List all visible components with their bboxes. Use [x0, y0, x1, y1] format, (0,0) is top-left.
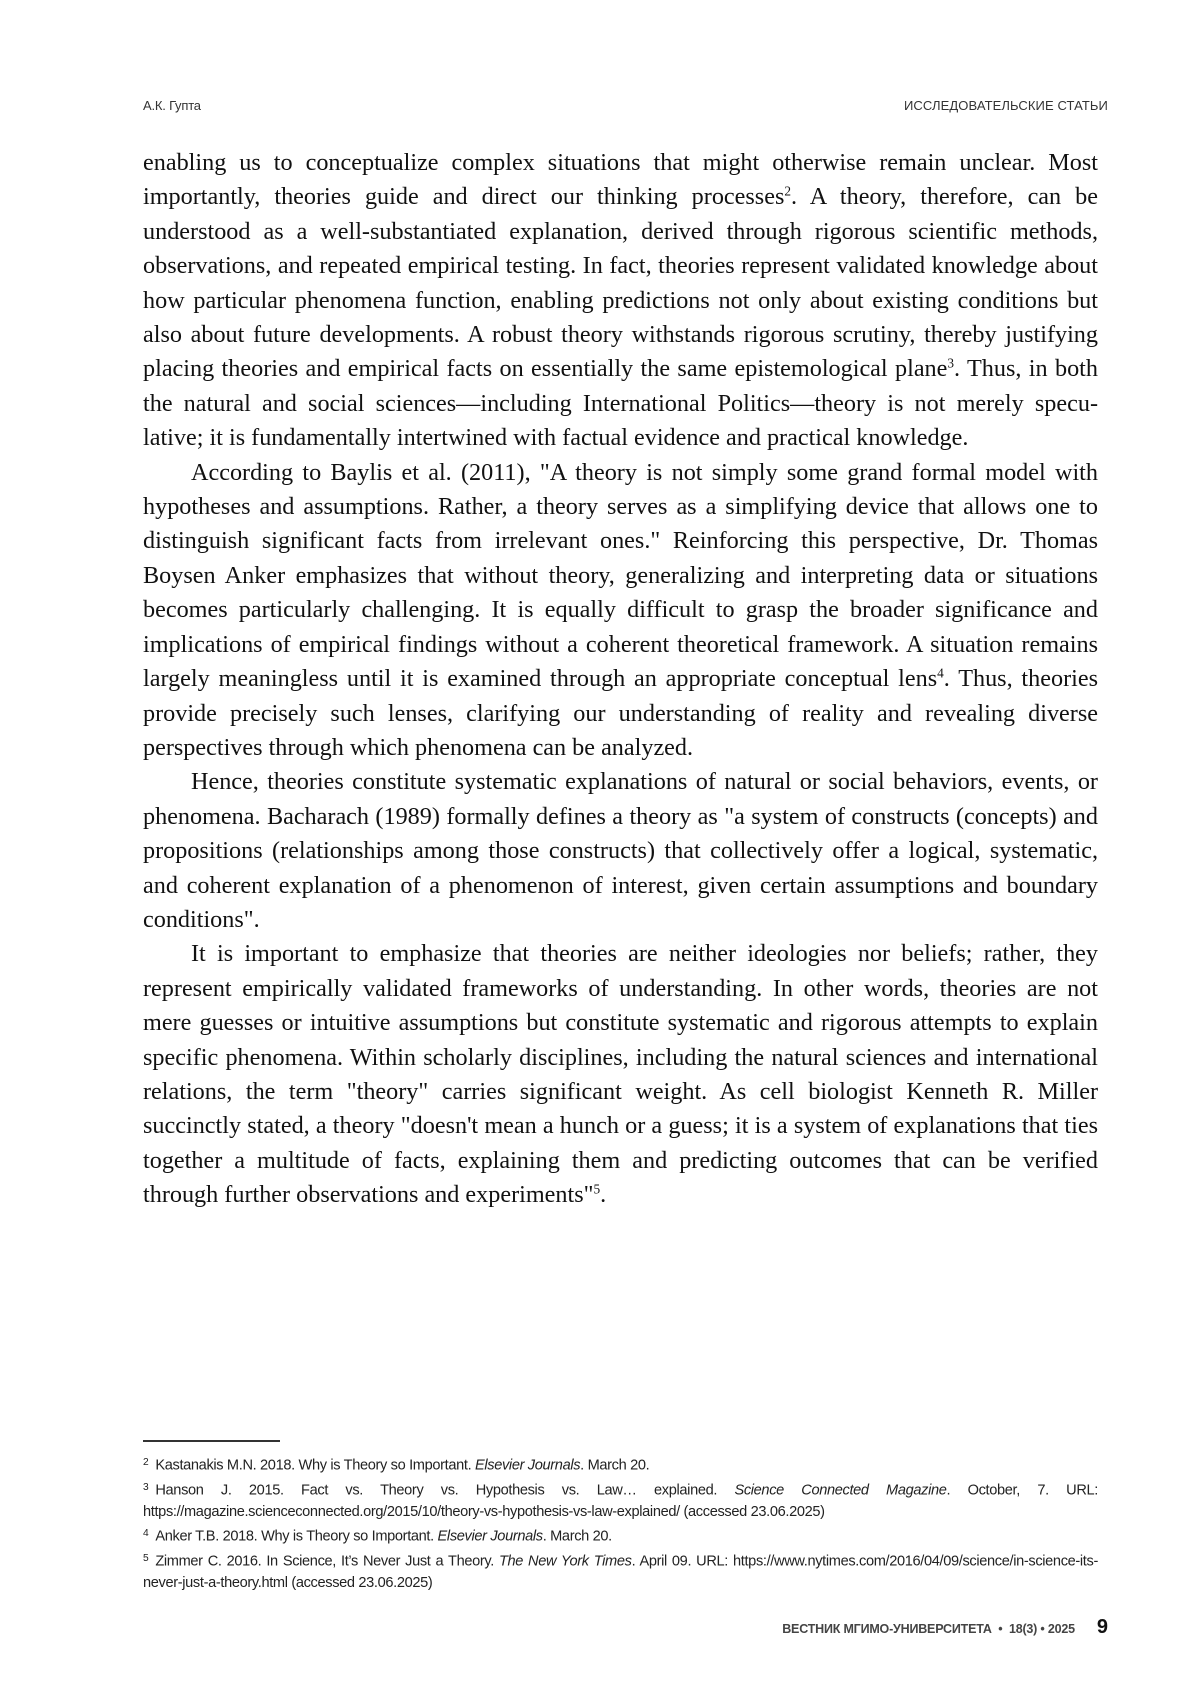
paragraph: According to Baylis et al. (2011), "A theory is not simply some grand formal model with hypotheses and assumptions. Rather, a theory serves as a simplifying device that allows one to distinguish significant facts from irrelevant ones." Reinforcing this perspective, Dr. Thomas Boysen Anker emphasizes that without theory, generalizing and interpreting data or situations becomes particularly challenging. It is equally difficult to grasp the broader significance and implications of empirical findings without a coherent theoretical framework. A situation remains largely meaningless until it is examined through an appropriate conceptual lens$^4$. Thus, theories provide precisely such lenses, clarifying our understanding of reality and revealing diverse perspectives through which phenomena can be analyzed.: [143, 458, 1098, 761]
footnote-number: 2: [143, 1457, 149, 1468]
footnote-link[interactable]: . April 09. URL: https://www.nytimes.com/2016/04/09/science/in-science-its-never-just-a-theory.html (accessed 23.06.2025): [143, 1553, 1098, 1592]
paragraph: It is important to emphasize that theories are neither ideologies nor beliefs; rather, they represent empirically validated frameworks of understanding. In other words, theories are not mere guesses or intuitive assumptions but constitute systematic and rigorous attempts to explain specific phenomena. Within scholarly disciplines, including the natural sciences and international relations, the term "theory" carries significant weight. As cell biologist Kenneth R. Miller succinctly stated, a theory "doesn't mean a hunch or a guess; it is a system of explanations that ties together a multitude of facts, explaining them and predicting outcomes that can be verified through further observations and experiments"$^5$.: [143, 940, 1098, 1209]
footnote-number: 4: [143, 1528, 149, 1540]
footnote-ref[interactable]: 3: [947, 355, 955, 371]
footnote-item: $^2$ Kastanakis M.N. 2018. Why is Theory so Important. Elsevier Journals. March 20.: [143, 1457, 650, 1474]
footnote-item: $^5$ Zimmer C. 2016. In Science, It’s Never Just a Theory. The New York Times. April 09. URL: https://www.nytimes.com/2016/04/09/science/in-science-its-never-just-a-theory.html (accessed 23.06.2025): [143, 1552, 1098, 1592]
paragraph: Hence, theories constitute systematic explanations of natural or social behaviors, events, or phenomena. Bacharach (1989) formally defines a theory as "a system of constructs (concepts) and propositions (relationships among those constructs) that collectively offer a logical, systematic, and coherent explanation of a phenomenon of interest, given certain assumptions and boundary conditions".: [143, 768, 1098, 933]
footnote-number: 5: [143, 1552, 149, 1564]
footnote-ref[interactable]: 2: [784, 183, 792, 199]
article-body: [143, 146, 1098, 1213]
footnote-divider: [143, 1440, 280, 1442]
footnote-item: $^4$ Anker T.B. 2018. Why is Theory so Important. Elsevier Journals. March 20.: [143, 1528, 612, 1545]
page-number: 9: [1096, 1616, 1108, 1638]
paragraph: enabling us to conceptualize complex situations that might otherwise remain unclear. Most importantly, theories guide and direct our thinking processes$^2$. A theory, therefore, can be understood as a well-substantiated explanation, derived through rigorous scientific methods, observations, and repeated empirical testing. In fact, theories represent validated knowledge about how particular phenomena function, enabling predictions not only about existing conditions but also about future developments. A robust theory withstands rigorous scrutiny, thereby justifying placing theories and empirical facts on essentially the same epistemological plane$^3$. Thus, in both the natural and social sciences—including International Politics—theory is not merely speculative; it is fundamentally intertwined with factual evidence and practical knowledge.: [143, 149, 1098, 452]
footnote-ref[interactable]: 4: [937, 665, 944, 681]
page-footer: [782, 1616, 1108, 1639]
footnote-number: 3: [143, 1481, 149, 1493]
footnote-ref[interactable]: 5: [593, 1181, 601, 1197]
running-head: [143, 98, 1108, 113]
footnote-link[interactable]: . October, 7. URL: https://magazine.scienceconnected.org/2015/10/theory-vs-hypothesis-vs-law-explained/ (accessed 23.06.2025): [143, 1482, 1099, 1521]
section-title: ИССЛЕДОВАТЕЛЬСКИЕ СТАТЬИ: [903, 98, 1108, 113]
journal-info: ВЕСТНИК МГИМО-УНИВЕРСИТЕТА • 18(3) • 2025: [782, 1622, 1075, 1636]
footnotes: [143, 1452, 1098, 1594]
author-name: А.К. Гупта: [143, 98, 201, 113]
footnote-item: $^3$ Hanson J. 2015. Fact vs. Theory vs. Hypothesis vs. Law… explained. Science Connected Magazine. October, 7. URL: https://magazine.scienceconnected.org/2015/10/theory-vs-hypothesis-vs-law-explained/ (accessed 23.06.2025): [143, 1481, 1099, 1521]
